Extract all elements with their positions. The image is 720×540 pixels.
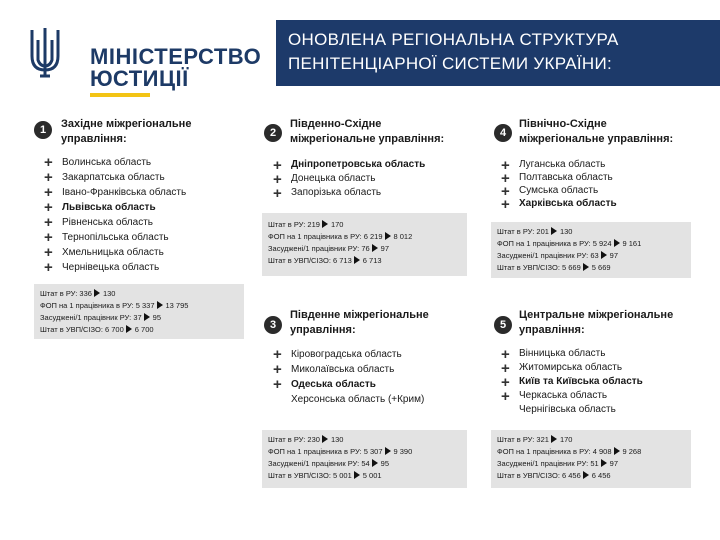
oblast-item: Чернігівська область [519, 404, 616, 415]
region-2-title [290, 117, 444, 147]
arrow-right-icon [551, 227, 557, 235]
stat-staff: Штат в РУ: 230 130 [268, 435, 344, 444]
stat-convicts-ratio: Засуджені/1 працівник РУ: 37 95 [40, 313, 162, 322]
region-2-oblast-list [273, 158, 473, 200]
oblast-item: + Хмельницька область [44, 244, 164, 261]
region-2-title-line2: міжрегіональне управління: [290, 133, 445, 145]
stat-wage-fund: ФОП на 1 працівника в РУ: 4 908 9 268 [497, 447, 642, 456]
stat-facility-staff: Штат в УВП/СІЗО: 6 700 6 700 [40, 325, 154, 334]
arrow-right-icon [354, 256, 360, 264]
arrow-right-icon [144, 313, 150, 321]
region-3-badge: 3 [264, 316, 282, 334]
region-3-stats [262, 430, 467, 488]
stat-facility-staff: Штат в УВП/СІЗО: 5 001 5 001 [268, 471, 382, 480]
plus-icon: + [44, 259, 53, 276]
oblast-item: + Житомирська область [501, 360, 623, 377]
ministry-name-line2: ЮСТИЦІЇ [90, 66, 189, 91]
stat-convicts-ratio: Засуджені/1 працівник РУ: 51 97 [497, 459, 619, 468]
oblast-item: + Рівненська область [44, 214, 153, 231]
plus-icon: + [501, 196, 510, 213]
oblast-item: + Полтавська область [501, 170, 613, 187]
region-2-stats [262, 213, 467, 276]
arrow-right-icon [372, 244, 378, 252]
plus-icon: + [44, 169, 53, 186]
plus-icon: + [501, 360, 510, 377]
stat-staff: Штат в РУ: 219 170 [268, 220, 344, 229]
ministry-logo [28, 20, 262, 100]
plus-icon: + [501, 388, 510, 405]
arrow-right-icon [126, 325, 132, 333]
arrow-right-icon [614, 447, 620, 455]
arrow-right-icon [157, 301, 163, 309]
stat-wage-fund: ФОП на 1 працівника в РУ: 5 337 13 795 [40, 301, 189, 310]
plus-icon: + [273, 346, 282, 363]
oblast-item: + Дніпропетровська область [273, 157, 426, 174]
region-5-title-line2: управління: [519, 324, 585, 336]
arrow-right-icon [322, 435, 328, 443]
plus-icon: + [501, 374, 510, 391]
region-4-stats [491, 222, 691, 278]
oblast-item: + Одеська область [273, 376, 376, 393]
plus-icon: + [273, 157, 282, 174]
oblast-item: + Івано-Франківська область [44, 184, 187, 201]
trident-icon [28, 26, 62, 82]
region-5-title [519, 308, 673, 338]
oblast-item: + Київ та Київська область [501, 374, 643, 391]
region-2-title-line1: Південно-Східне [290, 118, 382, 130]
oblast-item: + Кіровоградська область [273, 346, 402, 363]
stat-convicts-ratio: Засуджені/1 працівник РУ: 76 97 [268, 244, 390, 253]
oblast-item: + Луганська область [501, 157, 606, 174]
stat-staff: Штат в РУ: 336 130 [40, 289, 116, 298]
arrow-right-icon [385, 232, 391, 240]
oblast-item: Херсонська область (+Крим) [291, 394, 425, 405]
region-1-badge: 1 [34, 121, 52, 139]
plus-icon: + [44, 214, 53, 231]
region-5-stats [491, 430, 691, 488]
stat-wage-fund: ФОП на 1 працівника в РУ: 6 219 8 012 [268, 232, 413, 241]
oblast-item: + Чернівецька область [44, 259, 160, 276]
stat-staff: Штат в РУ: 201 130 [497, 227, 573, 236]
oblast-item: + Миколаївська область [273, 361, 395, 378]
plus-icon: + [44, 199, 53, 216]
region-3-oblast-list [273, 347, 473, 407]
oblast-item: + Тернопільська область [44, 229, 169, 246]
plus-icon: + [501, 346, 510, 363]
region-1-title-line2: управління: [61, 133, 127, 145]
stat-convicts-ratio: Засуджені/1 працівник РУ: 54 95 [268, 459, 390, 468]
arrow-right-icon [614, 239, 620, 247]
region-5-title-line1: Центральне міжрегіональне [519, 309, 674, 321]
oblast-item: + Львівська область [44, 199, 156, 216]
oblast-item: + Волинська область [44, 154, 152, 171]
region-1-stats [34, 284, 244, 339]
arrow-right-icon [354, 471, 360, 479]
plus-icon: + [44, 154, 53, 171]
arrow-right-icon [322, 220, 328, 228]
ministry-name-line1: МІНІСТЕРСТВО [90, 44, 262, 69]
region-4-title-line2: міжрегіональне управління: [519, 133, 674, 145]
region-3-title-line1: Південне міжрегіональне [290, 309, 429, 321]
plus-icon: + [273, 185, 282, 202]
page-title-line2: ПЕНІТЕНЦІАРНОЇ СИСТЕМИ УКРАЇНИ: [288, 54, 612, 73]
oblast-item: + Запорізька область [273, 185, 382, 202]
region-4-oblast-list [501, 157, 701, 213]
page-title [288, 28, 619, 76]
page-title-line1: ОНОВЛЕНА РЕГІОНАЛЬНА СТРУКТУРА [288, 30, 619, 49]
page-header [276, 20, 720, 86]
oblast-item: + Харківська область [501, 196, 617, 213]
stat-facility-staff: Штат в УВП/СІЗО: 6 456 6 456 [497, 471, 611, 480]
arrow-right-icon [601, 459, 607, 467]
oblast-item: + Закарпатська область [44, 169, 165, 186]
oblast-item: + Донецька область [273, 171, 376, 188]
oblast-item: + Сумська область [501, 183, 599, 200]
region-1-title [61, 117, 191, 147]
stat-facility-staff: Штат в УВП/СІЗО: 5 669 5 669 [497, 263, 611, 272]
region-5-oblast-list [501, 347, 701, 417]
plus-icon: + [273, 361, 282, 378]
plus-icon: + [273, 376, 282, 393]
plus-icon: + [44, 184, 53, 201]
plus-icon: + [44, 229, 53, 246]
arrow-right-icon [583, 471, 589, 479]
arrow-right-icon [385, 447, 391, 455]
region-5-badge: 5 [494, 316, 512, 334]
plus-icon: + [501, 157, 510, 174]
plus-icon: + [501, 170, 510, 187]
arrow-right-icon [601, 251, 607, 259]
oblast-item: + Черкаська область [501, 388, 608, 405]
region-1-title-line1: Західне міжрегіональне [61, 118, 192, 130]
logo-accent-bar [90, 93, 150, 97]
stat-facility-staff: Штат в УВП/СІЗО: 6 713 6 713 [268, 256, 382, 265]
region-3-title [290, 308, 429, 338]
stat-staff: Штат в РУ: 321 170 [497, 435, 573, 444]
oblast-item: + Вінницька область [501, 346, 606, 363]
region-4-badge: 4 [494, 124, 512, 142]
stat-convicts-ratio: Засуджені/1 працівник РУ: 63 97 [497, 251, 619, 260]
arrow-right-icon [583, 263, 589, 271]
stat-wage-fund: ФОП на 1 працівника в РУ: 5 924 9 161 [497, 239, 642, 248]
region-2-badge: 2 [264, 124, 282, 142]
arrow-right-icon [551, 435, 557, 443]
region-4-title-line1: Північно-Східне [519, 118, 607, 130]
plus-icon: + [44, 244, 53, 261]
stat-wage-fund: ФОП на 1 працівника в РУ: 5 307 9 390 [268, 447, 413, 456]
arrow-right-icon [372, 459, 378, 467]
plus-icon: + [501, 183, 510, 200]
ministry-name [90, 46, 261, 90]
plus-icon: + [273, 171, 282, 188]
region-3-title-line2: управління: [290, 324, 356, 336]
region-1-oblast-list [44, 155, 244, 275]
arrow-right-icon [94, 289, 100, 297]
region-4-title [519, 117, 673, 147]
